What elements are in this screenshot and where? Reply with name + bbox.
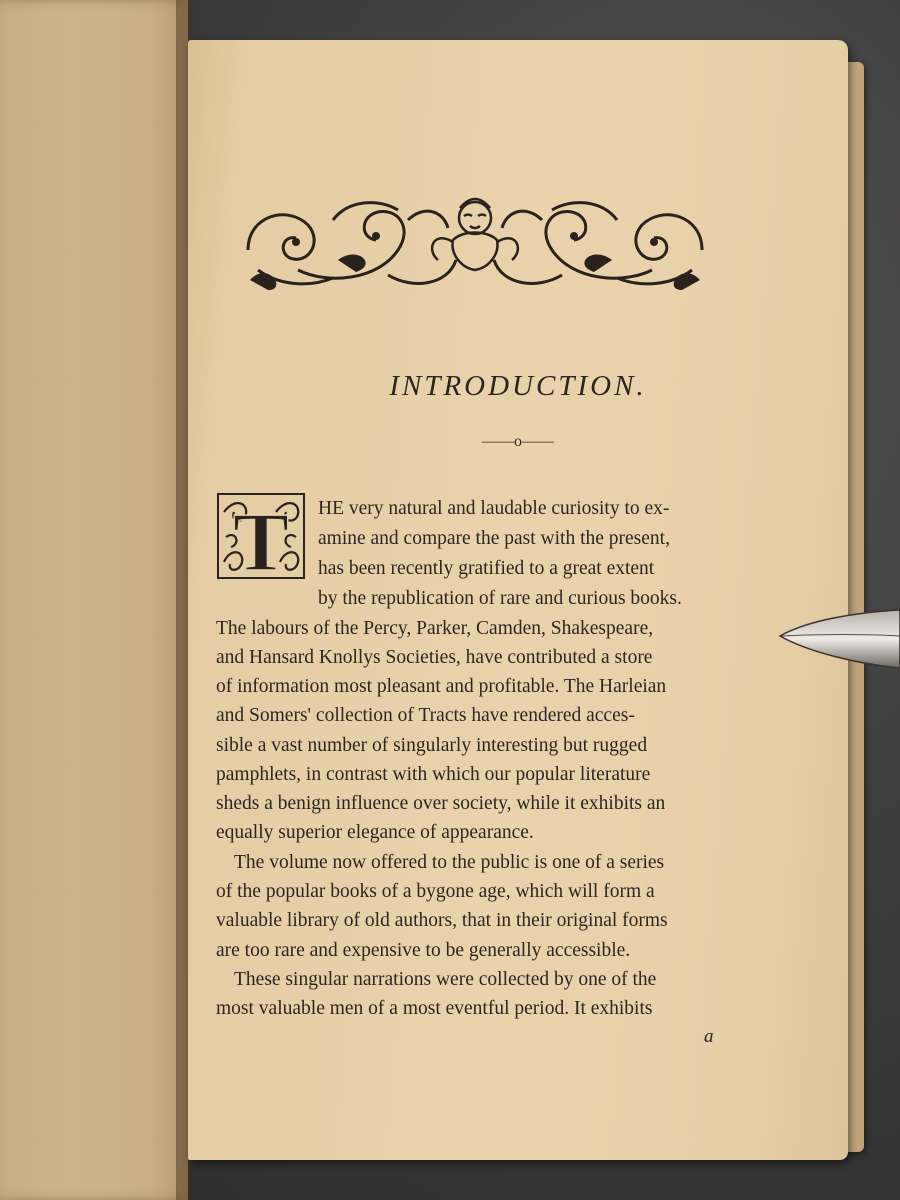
signature-mark: a: [704, 1026, 714, 1047]
text-line: and Somers' collection of Tracts have rendered acces-: [216, 705, 635, 726]
drop-cap-letter: T: [232, 496, 290, 580]
text-line: most valuable men of a most eventful period. It exhibits: [216, 998, 653, 1019]
left-page: [0, 0, 188, 1200]
pointer-icon: [778, 606, 900, 676]
title-rule: ——o——: [482, 433, 554, 450]
text-line: The labours of the Percy, Parker, Camden, Shakespeare,: [216, 618, 654, 639]
text-line: are too rare and expensive to be generally accessible.: [216, 940, 631, 961]
floral-cherub-headpiece-icon: [238, 190, 712, 298]
text-line: valuable library of old authors, that in their original forms: [216, 910, 668, 931]
text-line: pamphlets, in contrast with which our popular literature: [216, 764, 651, 785]
text-line: sible a vast number of singularly interesting but rugged: [216, 735, 648, 756]
ornamental-drop-cap-icon: [216, 492, 306, 580]
text-line: These singular narrations were collected by one of the: [234, 969, 657, 990]
text-line: by the republication of rare and curious books.: [318, 588, 682, 609]
text-line: of the popular books of a bygone age, which will form a: [216, 881, 655, 902]
text-line: and Hansard Knollys Societies, have contributed a store: [216, 647, 653, 668]
text-line: The volume now offered to the public is one of a series: [234, 852, 665, 873]
text-line: sheds a benign influence over society, while it exhibits an: [216, 793, 666, 814]
text-line: has been recently gratified to a great extent: [318, 558, 655, 579]
page-title: INTRODUCTION.: [389, 370, 647, 402]
text-line: HE very natural and laudable curiosity to ex-: [318, 498, 670, 519]
text-line: amine and compare the past with the present,: [318, 528, 670, 549]
text-line: equally superior elegance of appearance.: [216, 822, 534, 843]
text-line: of information most pleasant and profitable. The Harleian: [216, 676, 667, 697]
